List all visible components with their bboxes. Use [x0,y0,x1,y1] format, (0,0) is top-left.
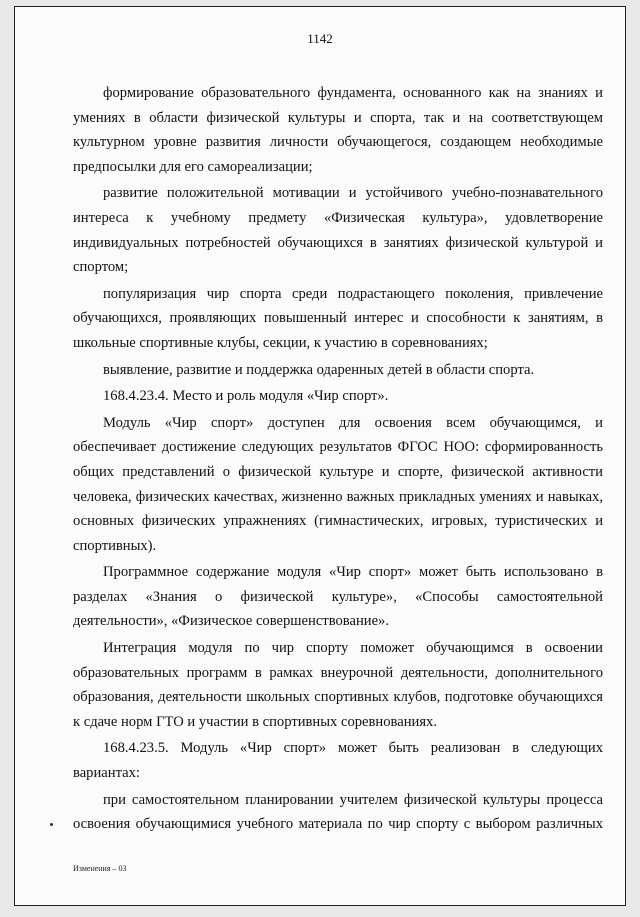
paragraph-6: Модуль «Чир спорт» доступен для освоения всем обучающимся, и обеспечивает достижение следующих результатов ФГОС НОО: сформированность общих представлений о физической культуре и спорте, физической активности человека, физических качествах, жизненно важных прикладных умениях и навыках, основных физических упражнениях (гимнастических, игровых, туристических и спортивных). [73,414,603,554]
paragraph-3: популяризация чир спорта среди подрастающего поколения, привлечение обучающихся, проявляющих повышенный интерес и способности к занятиям, в школьные спортивные клубы, секции, к участию в соревнованиях; [73,285,603,351]
document-page [14,6,626,906]
paragraph-9: 168.4.23.5. Модуль «Чир спорт» может быть реализован в следующих вариантах: [73,740,603,782]
document-body [73,81,603,839]
paragraph-1: формирование образовательного фундамента, основанного как на знаниях и умениях в области физической культуры и спорта, так и на соответствующем культурном уровне развития личности обучающегося, создающем необходимые предпосылки для его самореализации; [73,85,603,175]
paragraph-8: Интеграция модуля по чир спорту поможет обучающимся в освоении образовательных программ в рамках внеурочной деятельности, дополнительного образования, деятельности школьных спортивных клубов, подготовке обучающихся к сдаче норм ГТО и участии в спортивных соревнованиях. [73,640,603,730]
paragraph-7: Программное содержание модуля «Чир спорт» может быть использовано в разделах «Знания о физической культуре», «Способы самостоятельной деятельности», «Физическое совершенствование». [73,564,603,630]
paragraph-4: выявление, развитие и поддержка одаренных детей в области спорта. [103,361,535,378]
scan-artifact-dot [50,823,53,826]
paragraph-2: развитие положительной мотивации и устойчивого учебно-познавательного интереса к учебному предмету «Физическая культура», удовлетворение индивидуальных потребностей обучающихся в занятиях физической культурой и спортом; [73,185,603,276]
paragraph-5-section-heading: 168.4.23.4. Место и роль модуля «Чир спорт». [103,388,389,405]
paragraph-10: при самостоятельном планировании учителем физической культуры процесса освоения обучающимися учебного материала по чир спорту с выбором различных [73,791,603,833]
page-number: 1142 [307,31,333,46]
footer-revision-note: Изменения – 03 [73,864,127,873]
